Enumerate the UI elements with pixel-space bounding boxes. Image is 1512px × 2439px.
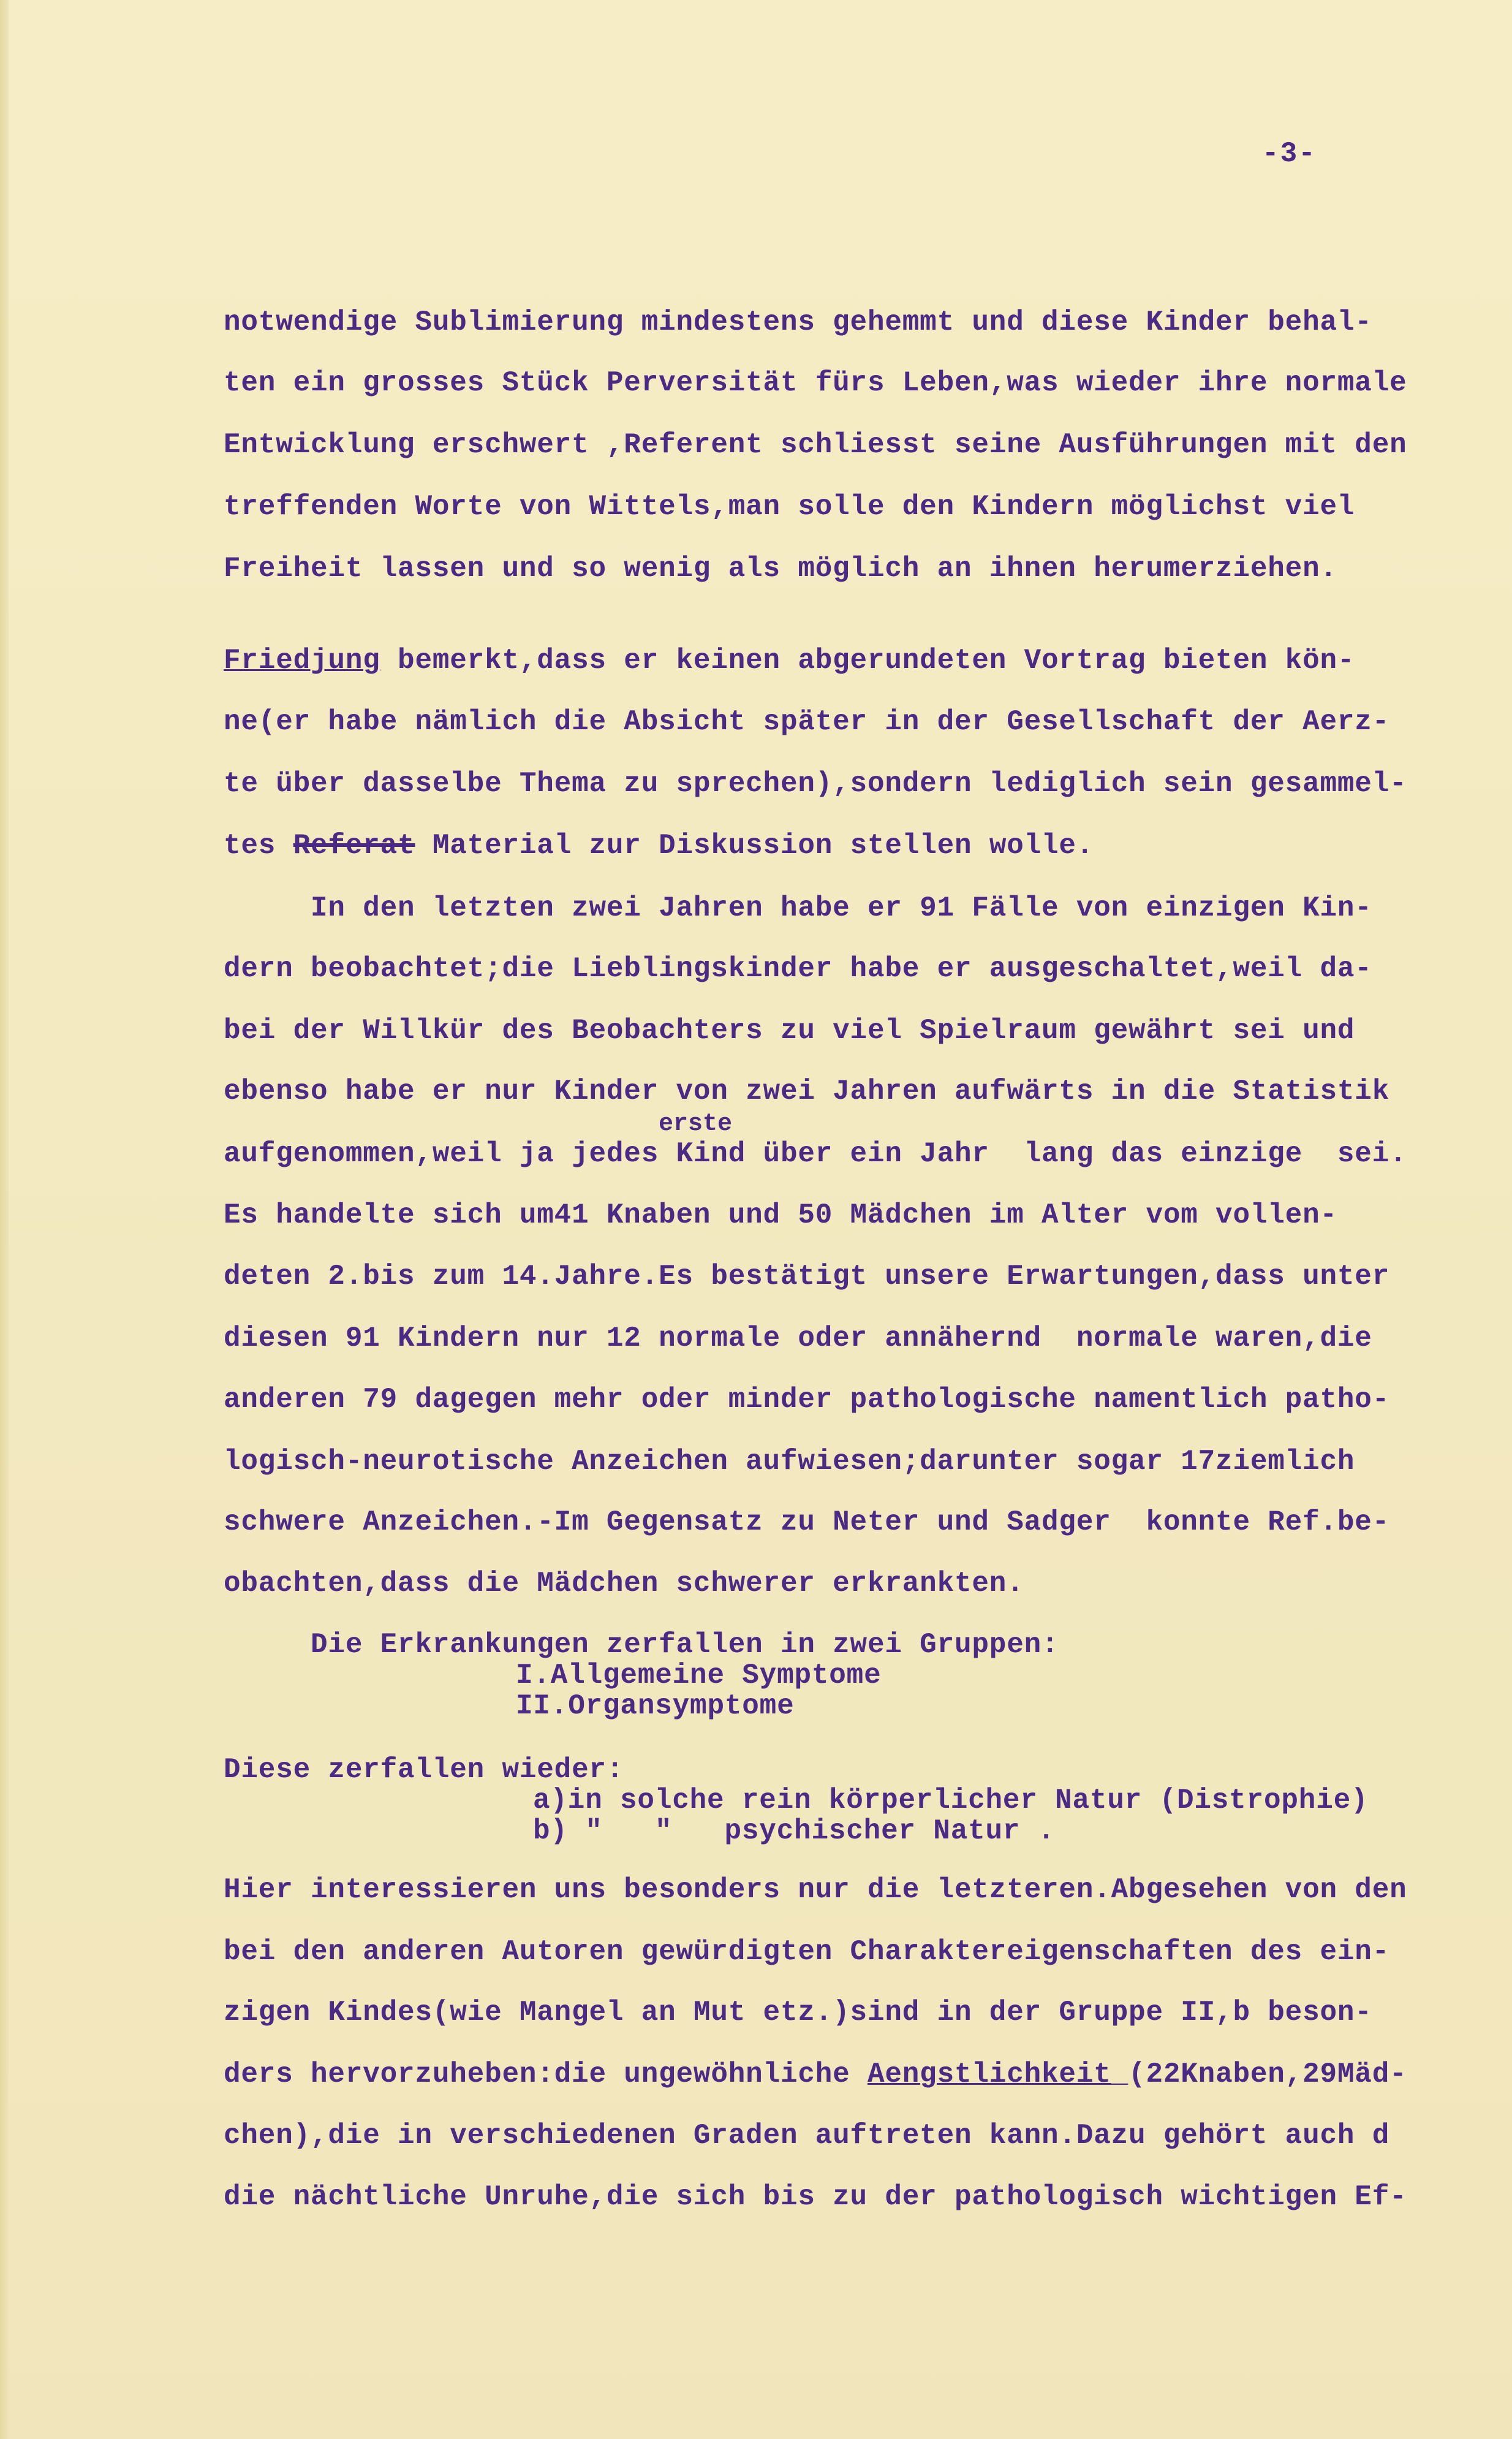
text-span: bemerkt,dass er keinen abgerundeten Vortrag bieten kön- <box>380 645 1355 677</box>
text-line: dern beobachtet;die Lieblingskinder habe er ausgeschaltet,weil da- <box>224 953 1372 985</box>
list-item: I.Allgemeine Symptome <box>516 1660 882 1691</box>
text-line: chen),die in verschiedenen Graden auftreten kann.Dazu gehört auch d <box>224 2120 1390 2152</box>
text-span: ders hervorzuheben:die ungewöhnliche <box>224 2058 868 2090</box>
text-line: ne(er habe nämlich die Absicht später in der Gesellschaft der Aerz- <box>224 706 1390 738</box>
text-line: te über dasselbe Thema zu sprechen),sondern lediglich sein gesammel- <box>224 768 1407 800</box>
page-number: -3- <box>1262 138 1317 170</box>
text-line: diesen 91 Kindern nur 12 normale oder annähernd normale waren,die <box>224 1322 1372 1354</box>
text-line <box>224 829 1094 863</box>
text-line: ebenso habe er nur Kinder von zwei Jahren aufwärts in die Statistik <box>224 1075 1390 1107</box>
text-line: Entwicklung erschwert ,Referent schliesst seine Ausführungen mit den <box>224 429 1407 461</box>
text-line: Freiheit lassen und so wenig als möglich an ihnen herumerziehen. <box>224 553 1337 585</box>
text-line: Diese zerfallen wieder: <box>224 1754 624 1786</box>
text-line <box>224 643 1355 678</box>
text-line: In den letzten zwei Jahren habe er 91 Fälle von einzigen Kin- <box>224 892 1372 924</box>
handwritten-insertion: erste <box>659 1110 733 1138</box>
list-item: II.Organsymptome <box>516 1690 795 1722</box>
text-line: deten 2.bis zum 14.Jahre.Es bestätigt unsere Erwartungen,dass unter <box>224 1261 1390 1292</box>
text-line: aufgenommen,weil ja jedes Kind über ein Jahr lang das einzige sei. <box>224 1138 1407 1170</box>
page-left-edge <box>0 0 9 2439</box>
text-line: anderen 79 dagegen mehr oder minder pathologische namentlich patho- <box>224 1384 1390 1416</box>
text-line: bei der Willkür des Beobachters zu viel Spielraum gewährt sei und <box>224 1015 1355 1047</box>
list-item: a)in solche rein körperlicher Natur (Distrophie) <box>533 1785 1369 1816</box>
text-line: notwendige Sublimierung mindestens gehemmt und diese Kinder behal- <box>224 306 1372 338</box>
text-span: tes <box>224 830 293 862</box>
text-line: Hier interessieren uns besonders nur die letzteren.Abgesehen von den <box>224 1874 1407 1906</box>
list-item: b) " " psychischer Natur . <box>533 1815 1056 1847</box>
struck-word: Referat <box>293 830 415 862</box>
text-line: Es handelte sich um41 Knaben und 50 Mädchen im Alter vom vollen- <box>224 1199 1337 1231</box>
text-line: logisch-neurotische Anzeichen aufwiesen;darunter sogar 17ziemlich <box>224 1446 1355 1477</box>
text-line: Die Erkrankungen zerfallen in zwei Gruppen: <box>224 1629 1059 1661</box>
underlined-word: Aengstlichkeit <box>867 2058 1111 2090</box>
text-line: ten ein grosses Stück Perversität fürs Leben,was wieder ihre normale <box>224 367 1407 399</box>
text-line: die nächtliche Unruhe,die sich bis zu der pathologisch wichtigen Ef- <box>224 2181 1407 2213</box>
text-line: obachten,dass die Mädchen schwerer erkrankten. <box>224 1568 1024 1599</box>
text-line <box>224 2057 1407 2092</box>
text-span: _(22Knaben,29Mäd- <box>1111 2058 1407 2090</box>
text-line: treffenden Worte von Wittels,man solle den Kindern möglichst viel <box>224 491 1355 523</box>
text-span: Material zur Diskussion stellen wolle. <box>415 830 1094 862</box>
text-line: schwere Anzeichen.-Im Gegensatz zu Neter und Sadger konnte Ref.be- <box>224 1506 1390 1538</box>
text-line: bei den anderen Autoren gewürdigten Charaktereigenschaften des ein- <box>224 1936 1390 1968</box>
speaker-name: Friedjung <box>224 645 380 677</box>
text-line: zigen Kindes(wie Mangel an Mut etz.)sind in der Gruppe II,b beson- <box>224 1997 1372 2028</box>
